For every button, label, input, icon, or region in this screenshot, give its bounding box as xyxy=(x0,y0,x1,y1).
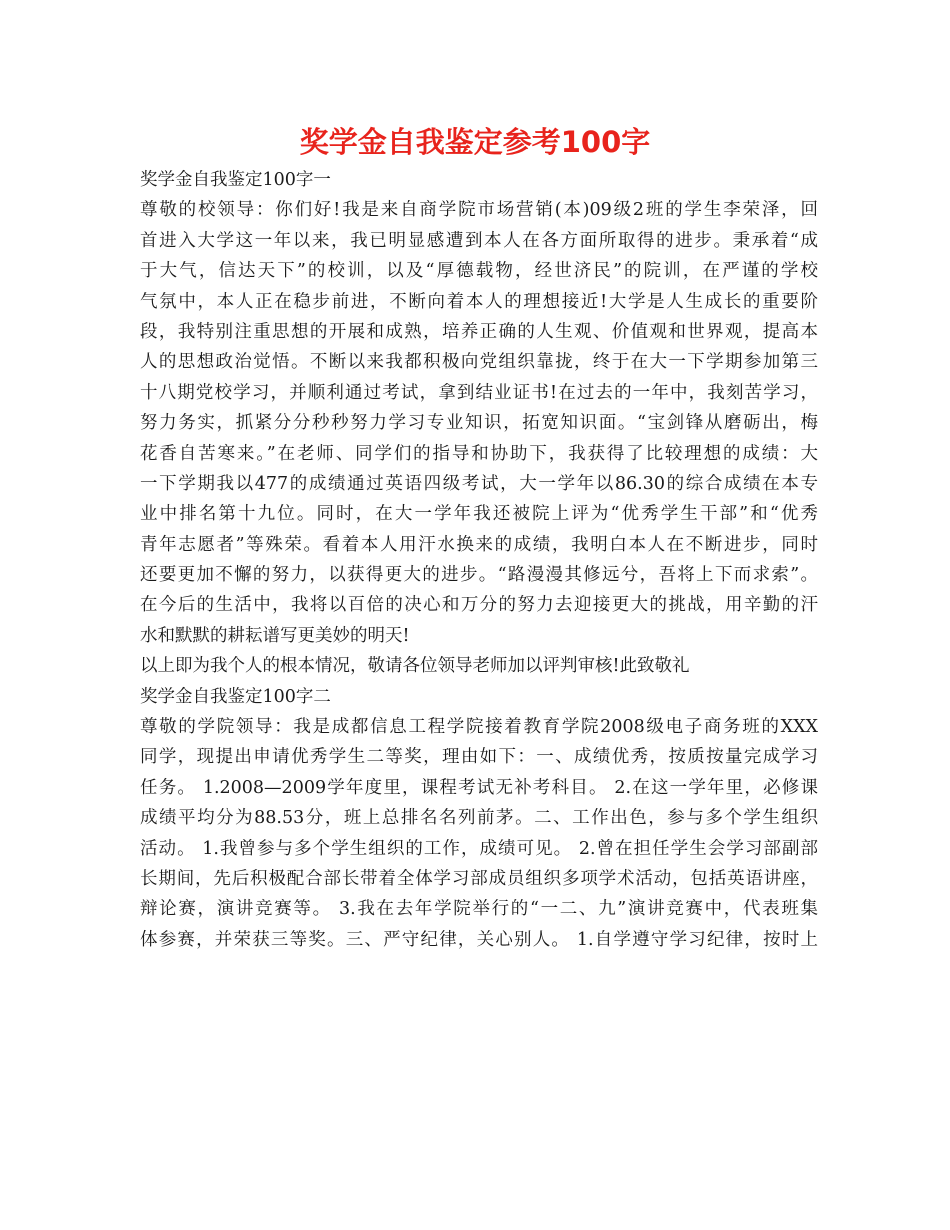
text-line: 尊敬的学院领导：我是成都信息工程学院接着教育学院2008级电子商务班的XXX xyxy=(140,717,818,738)
text-line: 气氛中，本人正在稳步前进，不断向着本人的理想接近!大学是人生成长的重要阶 xyxy=(140,291,818,312)
text-line: 任务。 1.2008—2009学年度里，课程考试无补考科目。 2.在这一学年里，必修课 xyxy=(140,777,818,798)
text-line: 十八期党校学习，并顺利通过考试，拿到结业证书!在过去的一年中，我刻苦学习， xyxy=(140,382,818,403)
text-line: 花香自苦寒来。”在老师、同学们的指导和协助下，我获得了比较理想的成绩：大 xyxy=(140,443,818,464)
text-line: 人的思想政治觉悟。不断以来我都积极向党组织靠拢，终于在大一下学期参加第三 xyxy=(140,352,818,373)
text-line: 还要更加不懈的努力，以获得更大的进步。“路漫漫其修远兮，吾将上下而求索”。 xyxy=(140,565,818,586)
text-line: 青年志愿者”等殊荣。看着本人用汗水换来的成绩，我明白本人在不断进步，同时 xyxy=(140,534,818,555)
document-body xyxy=(140,165,818,955)
text-line: 长期间，先后积极配合部长带着全体学习部成员组织多项学术活动，包括英语讲座， xyxy=(140,868,818,889)
text-line: 尊敬的校领导：你们好!我是来自商学院市场营销(本)09级2班的学生李荣泽，回 xyxy=(140,200,818,221)
text-line: 一下学期我以477的成绩通过英语四级考试，大一学年以86.30的综合成绩在本专 xyxy=(140,473,818,494)
text-line: 首进入大学这一年以来，我已明显感遭到本人在各方面所取得的进步。秉承着“成 xyxy=(140,230,818,251)
text-line: 辩论赛，演讲竞赛等。 3.我在去年学院举行的“一二、九”演讲竞赛中，代表班集 xyxy=(140,899,818,920)
text-line: 在今后的生活中，我将以百倍的决心和万分的努力去迎接更大的挑战，用辛勤的汗 xyxy=(140,595,818,616)
text-line: 体参赛，并荣获三等奖。三、严守纪律，关心别人。 1.自学遵守学习纪律，按时上 xyxy=(140,929,818,950)
text-line: 奖学金自我鉴定100字二 xyxy=(140,686,331,707)
text-line: 水和默默的耕耘谱写更美妙的明天! xyxy=(140,625,410,646)
text-line: 段，我特别注重思想的开展和成熟，培养正确的人生观、价值观和世界观，提高本 xyxy=(140,321,818,342)
text-line: 活动。 1.我曾参与多个学生组织的工作，成绩可见。 2.曾在担任学生会学习部副部 xyxy=(140,838,818,859)
text-line: 以上即为我个人的根本情况，敬请各位领导老师加以评判审核!此致敬礼 xyxy=(140,656,690,677)
text-line: 成绩平均分为88.53分，班上总排名名列前茅。二、工作出色，参与多个学生组织 xyxy=(140,808,818,829)
document-title: 奖学金自我鉴定参考100字 xyxy=(299,125,651,159)
text-line: 于大气，信达天下”的校训，以及“厚德载物，经世济民”的院训，在严谨的学校 xyxy=(140,261,818,282)
text-line: 努力务实，抓紧分分秒秒努力学习专业知识，拓宽知识面。“宝剑锋从磨砺出，梅 xyxy=(140,413,818,434)
text-line: 奖学金自我鉴定100字一 xyxy=(140,170,331,190)
text-line: 业中排名第十九位。同时，在大一学年我还被院上评为“优秀学生干部”和“优秀 xyxy=(140,504,818,525)
text-line: 同学，现提出申请优秀学生二等奖，理由如下：一、成绩优秀，按质按量完成学习 xyxy=(140,747,818,768)
